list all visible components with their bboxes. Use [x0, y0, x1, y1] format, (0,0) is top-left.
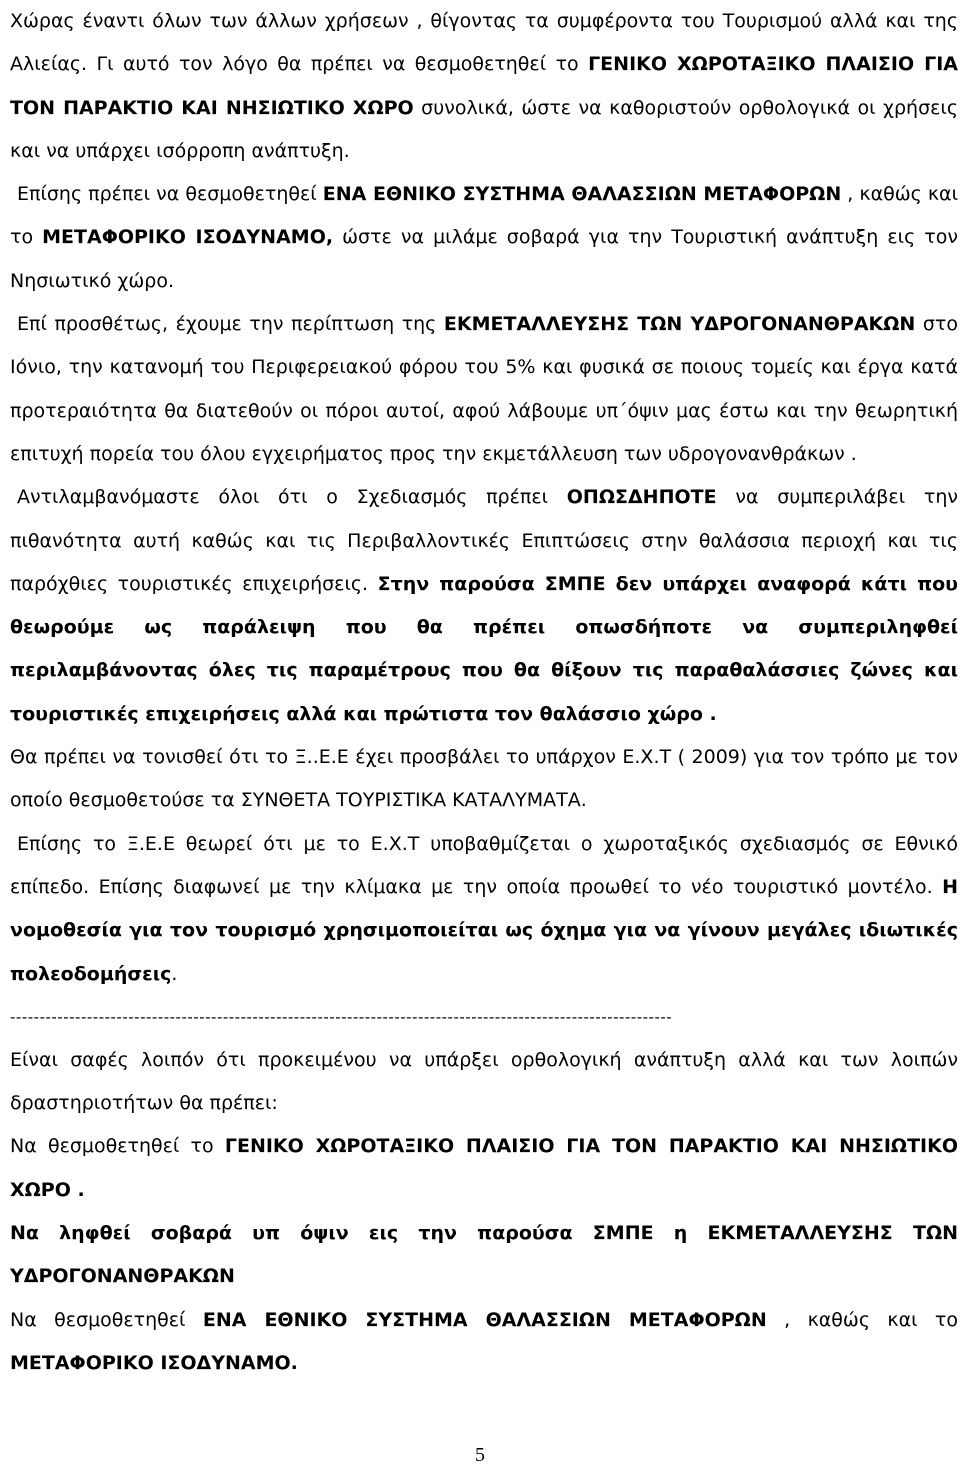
- paragraph-maritime-transport: [10, 173, 958, 303]
- bold-run: ΕΝΑ ΕΘΝΙΚΟ ΣΥΣΤΗΜΑ ΘΑΛΑΣΣΙΩΝ ΜΕΤΑΦΟΡΩΝ: [202, 1308, 767, 1331]
- text-run: Επίσης το Ξ.Ε.Ε θεωρεί ότι με το Ε.Χ.Τ υποβαθμίζεται ο χωροταξικός σχεδιασμός σε Εθνικό επίπεδο. Επίσης διαφωνεί με την κλίμακα με την οποία προωθεί το νέο τουριστικό μοντέλο.: [10, 832, 958, 898]
- paragraph-xee-appeal: [10, 736, 958, 823]
- dashed-separator: ----------------------------------------------------------------------------------------------------------------: [10, 1007, 673, 1026]
- text-run: στο Ιόνιο, την κατανομή του Περιφερειακού φόρου του 5% και φυσικά σε ποιους τομείς και έργα κατά προτεραιότητα θα διατεθούν οι πόροι αυτοί, αφού λάβουμε υπ΄όψιν μας έστω και την θεωρητική επιτυχή πορεία του όλου εγχειρήματος προς την εκμετάλλευση των υδρογονανθράκων .: [10, 313, 958, 465]
- paragraph-planning-smpe: [10, 476, 958, 736]
- bold-run: ΟΠΩΣΔΗΠΟΤΕ: [566, 486, 717, 509]
- text-run: να συμπεριλάβει την πιθανότητα αυτή καθώς και τις Περιβαλλοντικές Επιπτώσεις στην θαλάσσια περιοχή και τις παρόχθιες τουριστικές επιχειρήσεις.: [10, 486, 958, 595]
- text-run: Να θεσμοθετηθεί το: [10, 1135, 225, 1158]
- text-run: Είναι σαφές λοιπόν ότι προκειμένου να υπάρξει ορθολογική ανάπτυξη αλλά και των λοιπών δραστηριοτήτων θα πρέπει:: [10, 1048, 958, 1115]
- bold-run: ΕΝΑ ΕΘΝΙΚΟ ΣΥΣΤΗΜΑ ΘΑΛΑΣΣΙΩΝ ΜΕΤΑΦΟΡΩΝ: [322, 183, 842, 206]
- text-run: Χώρας έναντι όλων των άλλων χρήσεων , θίγοντας τα συμφέροντα του Τουρισμού αλλά και της Αλιείας. Γι αυτό τον λόγο θα πρέπει να θεσμοθετηθεί το: [10, 10, 958, 76]
- bold-run: ΜΕΤΑΦΟΡΙΚΟ ΙΣΟΔΥΝΑΜΟ.: [10, 1351, 298, 1374]
- text-run: Να θεσμοθετηθεί: [10, 1308, 203, 1331]
- page-number: 5: [475, 1444, 485, 1466]
- bold-run: ΓΕΝΙΚΟ ΧΩΡΟΤΑΞΙΚΟ ΠΛΑΙΣΙΟ ΓΙΑ ΤΟΝ ΠΑΡΑΚΤΙΟ ΚΑΙ ΝΗΣΙΩΤΙΚΟ ΧΩΡΟ .: [10, 1135, 958, 1201]
- paragraph-conclusion-item-3: [10, 1299, 958, 1386]
- text-run: Αντιλαμβανόμαστε όλοι ότι ο Σχεδιασμός πρέπει: [17, 486, 567, 509]
- bold-run: Στην παρούσα ΣΜΠΕ δεν υπάρχει αναφορά κάτι που θεωρούμε ως παράλειψη που θα πρέπει οπωσδήποτε να συμπεριληφθεί περιλαμβάνοντας όλες τις παραμέτρους που θα θίξουν τις παραθαλάσσιες ζώνες και τουριστικές επιχειρήσεις αλλά και πρώτιστα τον θαλάσσιο χώρο .: [10, 572, 959, 725]
- bold-run: Να ληφθεί σοβαρά υπ όψιν εις την παρούσα ΣΜΠΕ η ΕΚΜΕΤΑΛΛΕΥΣΗΣ ΤΩΝ ΥΔΡΟΓΟΝΑΝΘΡΑΚΩΝ: [10, 1222, 958, 1288]
- document-page: [10, 0, 958, 1385]
- text-run: .: [171, 962, 178, 985]
- paragraph-hydrocarbons: [10, 303, 958, 476]
- text-run: Επίσης πρέπει να θεσμοθετηθεί: [17, 183, 323, 206]
- text-run: ώστε να μιλάμε σοβαρά για την Τουριστική ανάπτυξη εις τον Νησιωτικό χώρο.: [10, 226, 958, 292]
- text-run: , καθώς και το: [10, 183, 959, 249]
- text-run: Επί προσθέτως, έχουμε την περίπτωση της: [17, 313, 444, 336]
- paragraph-conclusion-item-2: [10, 1212, 958, 1299]
- paragraph-xee-position: [10, 823, 958, 996]
- bold-run: ΜΕΤΑΦΟΡΙΚΟ ΙΣΟΔΥΝΑΜΟ,: [42, 226, 334, 249]
- bold-run: ΕΚΜΕΤΑΛΛΕΥΣΗΣ ΤΩΝ ΥΔΡΟΓΟΝΑΝΘΡΑΚΩΝ: [443, 313, 916, 336]
- text-run: , καθώς και το: [766, 1308, 958, 1331]
- bold-run: Η νομοθεσία για τον τουρισμό χρησιμοποιείται ως όχημα για να γίνουν μεγάλες ιδιωτικές πολεοδομήσεις: [10, 875, 958, 985]
- paragraph-spatial-planning: [10, 0, 958, 173]
- bold-run: ΓΕΝΙΚΟ ΧΩΡΟΤΑΞΙΚΟ ΠΛΑΙΣΙΟ ΓΙΑ ΤΟΝ ΠΑΡΑΚΤΙΟ ΚΑΙ ΝΗΣΙΩΤΙΚΟ ΧΩΡΟ: [10, 53, 958, 119]
- text-run: συνολικά, ώστε να καθοριστούν ορθολογικά οι χρήσεις και να υπάρχει ισόρροπη ανάπτυξη.: [10, 96, 958, 162]
- paragraph-conclusion-intro: [10, 1039, 958, 1126]
- text-run: Θα πρέπει να τονισθεί ότι το Ξ..Ε.Ε έχει προσβάλει το υπάρχον Ε.Χ.Τ ( 2009) για τον τρόπο με τον οποίο θεσμοθετούσε τα ΣΥΝΘΕΤΑ ΤΟΥΡΙΣΤΙΚΑ ΚΑΤΑΛΥΜΑΤΑ.: [10, 746, 958, 812]
- paragraph-conclusion-item-1: [10, 1125, 958, 1212]
